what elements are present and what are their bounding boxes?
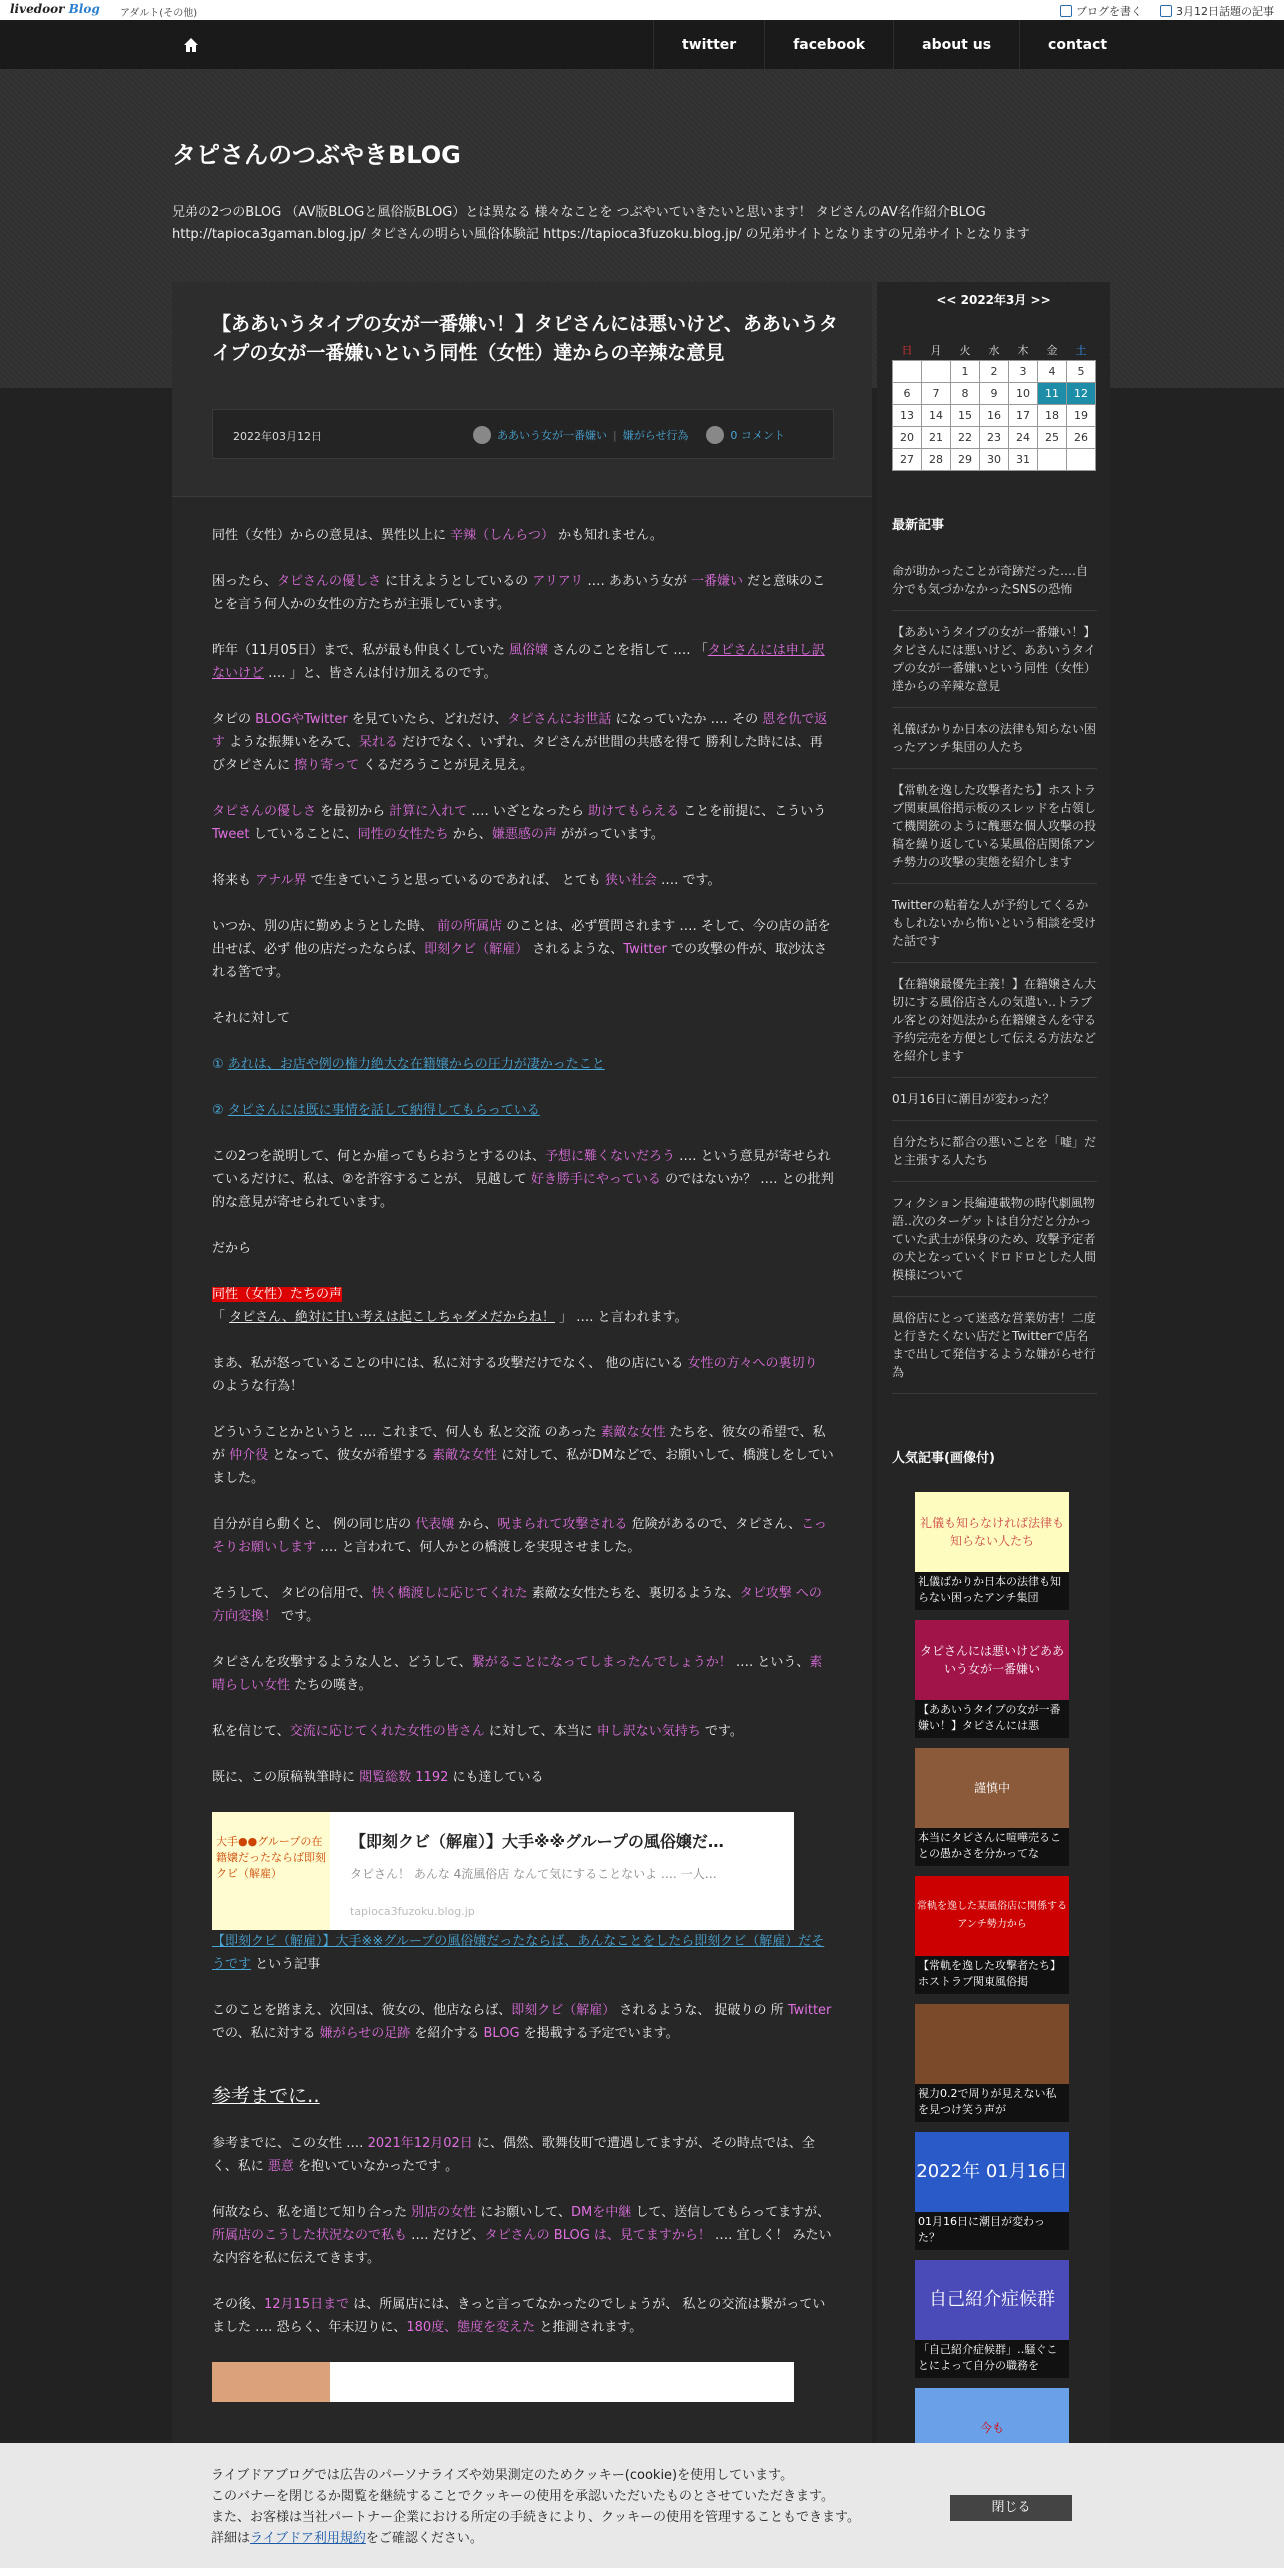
card-description: タピさん！ あんな 4流風俗店 なんて気にすることないよ ‥‥ 一人…	[350, 1867, 717, 1881]
paragraph: それに対して	[212, 1011, 291, 1026]
card-title: 【即刻クビ（解雇）】大手※※グループの風俗嬢だ…	[350, 1832, 724, 1851]
recent-post-link[interactable]: フィクション長編連載物の時代劇風物語‥次のターゲットは自分だと分かっていた武士が保身のため、攻撃予定者の犬となっていくドロドロとした人間模様について	[892, 1182, 1097, 1297]
tag-link-1[interactable]: ああいう女が一番嫌い	[497, 429, 607, 442]
paragraph: いつか、別の店に勤めようとした時、 前の所属店 のことは、必ず質問されます ‥‥ そして、今の店の話を出せば、必ず 他の店だったならば、即刻クビ（解雇） されるような、Twitter での攻撃の件が、取沙汰される筈です。	[212, 919, 831, 980]
topic-link[interactable]: 3月12日話題の記事	[1160, 3, 1274, 19]
paragraph: 参考までに、この女性 ‥‥ 2021年12月02日 に、偶然、歌舞伎町で遭遇してますが、その時点では、全く、私に 悪意 を抱いていなかったです 。	[212, 2136, 815, 2174]
paragraph: 同性（女性）たちの声 「 タピさん、絶対に甘い考えは起こしちゃダメだからね！ 」 ‥‥ と言われます。	[212, 1287, 688, 1325]
popular-post-card[interactable]: 視力0.2で周りが見えない私を見つけ笑う声が	[915, 2004, 1069, 2122]
recent-post-link[interactable]: Twitterの粘着な人が予約してくるかもしれないから怖いという相談を受けた話です	[892, 884, 1097, 963]
calendar: 日 月 火 水 木 金 土 1 2 3 4 5 6 7 8 9 10 11 12 13 14 15 16 17 18 19 20 21 22 23 24 25 26 27 28 29 30 31	[892, 340, 1096, 471]
cookie-banner	[0, 2443, 1284, 2568]
section-heading: 参考までに‥	[212, 2085, 320, 2107]
cookie-text: また、お客様は当社パートナー企業における所定の手続きにより、クッキーの使用を管理することもできます。	[211, 2510, 860, 2525]
article-meta: 2022年03月12日 ああいう女が一番嫌い | 嫌がらせ行為 0 コメント	[212, 409, 834, 459]
paragraph: そうして、 タピの信用で、快く橋渡しに応じてくれた 素敵な女性たちを、裏切るような、タピ攻撃 への方向変換！ です。	[212, 1586, 822, 1624]
link-card[interactable]	[212, 2362, 794, 2402]
recent-post-link[interactable]: 風俗店にとって迷惑な営業妨害！二度と行きたくない店だとTwitterで店名まで出して発信するような嫌がらせ行為	[892, 1297, 1097, 1394]
popular-post-card[interactable]: 常軌を逸した某風俗店に関係するアンチ勢力から 【常軌を逸した攻撃者たち】ホストラブ関東風俗掲	[915, 1876, 1069, 1994]
paragraph: 何故なら、私を通じて知り合った 別店の女性 にお願いして、DMを中継 して、送信してもらってますが、所属店のこうした状況なので私も ‥‥ だけど、タピさんの BLOG は、見てますから！ ‥‥ 宜しく！ みたいな内容を私に伝えてきます。	[212, 2205, 832, 2266]
link-card[interactable]	[212, 1812, 794, 1930]
home-icon[interactable]	[182, 36, 200, 54]
recent-posts-list	[892, 550, 1097, 1394]
cookie-text: ライブドアブログでは広告のパーソナライズや効果測定のためクッキー(cookie)を使用しています。	[211, 2468, 794, 2483]
calendar-icon	[1160, 5, 1172, 17]
recent-post-link[interactable]: 命が助かったことが奇跡だった‥‥自分でも気づかなかったSNSの恐怖	[892, 550, 1097, 611]
popular-posts-title: 人気記事(画像付)	[892, 1451, 995, 1466]
article-title[interactable]: 【ああいうタイプの女が一番嫌い！】タピさんには悪いけど、ああいうタイプの女が一番嫌いという同性（女性）達からの辛辣な意見	[212, 313, 839, 364]
popular-post-card[interactable]: 今も	[915, 2388, 1069, 2506]
comment-icon	[706, 426, 724, 444]
popular-post-card[interactable]: 2022年 01月16日 01月16日に潮目が変わった？	[915, 2132, 1069, 2250]
popular-post-card[interactable]: 礼儀も知らなければ法律も知らない人たち 礼儀ばかりか日本の法律も知らない困ったアンチ集団	[915, 1492, 1069, 1610]
site-title[interactable]: タピさんのつぶやきBLOG	[172, 141, 461, 169]
paragraph: 昨年（11月05日）まで、私が最も仲良くしていた 風俗嬢 さんのことを指して ‥‥ 「タピさんには申し訳ないけど ‥‥ 」と、皆さんは付け加えるのです。	[212, 643, 825, 681]
paragraph: 将来も アナル界 で生きていこうと思っているのであれば、 とても 狭い社会 ‥‥ です。	[212, 873, 721, 888]
calendar-title[interactable]: << 2022年3月 >>	[936, 293, 1051, 307]
cookie-text: このバナーを閉じるか閲覧を継続することでクッキーの使用を承認いただいたものとさせていただきます。	[211, 2489, 834, 2504]
card-thumbnail	[212, 2362, 330, 2402]
list-item: ② タピさんには既に事情を話して納得してもらっている	[212, 1103, 540, 1118]
nav-facebook[interactable]: facebook	[764, 20, 893, 70]
paragraph: どういうことかというと ‥‥ これまで、何人も 私と交流 のあった 素敵な女性 たちを、彼女の希望で、私が 仲介役 となって、彼女が希望する 素敵な女性 に対して、私がDMなどで、お願いして、橋渡しをしていました。	[212, 1425, 834, 1486]
paragraph: この2つを説明して、何とか雇ってもらおうとするのは、予想に難くないだろう ‥‥ という意見が寄せられているだけに、私は、②を許容することが、 見越して 好き勝手にやっている のではないか？ ‥‥ との批判的な意見が寄せられています。	[212, 1149, 834, 1210]
paragraph: このことを踏まえ、次回は、彼女の、他店ならば、即刻クビ（解雇） されるような、 捉破りの 所 Twitter での、私に対する 嫌がらせの足跡 を紹介する BLOG を掲載する予定でいます。	[212, 2003, 832, 2041]
terms-link[interactable]: ライブドア利用規約	[250, 2531, 366, 2546]
paragraph: だから	[212, 1241, 252, 1256]
sidebar	[877, 282, 1110, 2568]
nav-contact[interactable]: contact	[1019, 20, 1135, 70]
paragraph: 自分が自ら動くと、 例の同じ店の 代表嬢 から、呪まられて攻撃される 危険があるので、タピさん、こっそりお願いします ‥‥ と言われて、何人かとの橋渡しを実現させました。	[212, 1517, 827, 1555]
recent-post-link[interactable]: 【常軌を逸した攻撃者たち】ホストラブ関東風俗掲示板のスレッドを占領して機関銃のように醜悪な個人攻撃の投稿を繰り返している某風俗店関係アンチ勢力の攻撃の実態を紹介します	[892, 769, 1097, 884]
paragraph: タピさんを攻撃するような人と、どうして、繋がることになってしまったんでしょうか！ ‥‥ という、素晴らしい女性 たちの嘆き。	[212, 1655, 823, 1693]
article-header	[172, 282, 872, 497]
list-item: ① あれは、お店や例の権力絶大な在籍嬢からの圧力が凄かったこと	[212, 1057, 605, 1072]
recent-post-link[interactable]: 【ああいうタイプの女が一番嫌い！】タピさんには悪いけど、ああいうタイプの女が一番嫌いという同性（女性）達からの辛辣な意見	[892, 611, 1097, 708]
category-link[interactable]: アダルト(その他)	[120, 8, 198, 19]
article-link[interactable]: 【即刻クビ（解雇）】大手※※グループの風俗嬢だったならば、あんなことをしたら即刻クビ（解雇）だそうです	[212, 1934, 825, 1972]
cookie-text: 詳細はライブドア利用規約をご確認ください。	[211, 2531, 483, 2546]
article	[172, 282, 872, 2568]
pencil-icon	[1060, 5, 1072, 17]
comment-count-link[interactable]: 0 コメント	[730, 429, 785, 442]
site-description: 兄弟の2つのBLOG （AV版BLOGと風俗版BLOG）とは異なる 様々なことを つぶやいていきたいと思います！ タピさんのAV名作紹介BLOG http://tapioca3gaman.blog.jp/ タピさんの明らい風俗体験記 https://tapioca3fuzoku.blog.jp/ の兄弟サイトとなりますの兄弟サイトとなります	[172, 205, 1030, 242]
write-blog-link[interactable]: ブログを書く	[1060, 3, 1142, 19]
popular-post-card[interactable]: タピさんには悪いけどああいう女が一番嫌い 【ああいうタイプの女が一番嫌い！】タピさんには悪	[915, 1620, 1069, 1738]
card-thumbnail: 大手●●グループの在籍嬢だったならば即刻クビ（解雇）	[212, 1812, 330, 1930]
popular-post-card[interactable]: 謹慎中 本当にタピさんに喧嘩売ることの愚かさを分かってな	[915, 1748, 1069, 1866]
article-body	[212, 524, 834, 2402]
item-link[interactable]: あれは、お店や例の権力絶大な在籍嬢からの圧力が凄かったこと	[227, 1057, 605, 1072]
paragraph: 【即刻クビ（解雇）】大手※※グループの風俗嬢だったならば、あんなことをしたら即刻クビ（解雇）だそうです という記事	[212, 1934, 825, 1972]
item-link[interactable]: タピさんには既に事情を話して納得してもらっている	[227, 1103, 540, 1118]
calendar-day-link[interactable]: 12	[1067, 382, 1096, 404]
livedoor-blog-logo[interactable]: livedoor Blog	[10, 2, 100, 16]
recent-post-link[interactable]: 自分たちに都合の悪いことを「嘘」だと主張する人たち	[892, 1121, 1097, 1182]
cookie-close-button[interactable]: 閉じる	[950, 2495, 1072, 2521]
popular-post-card[interactable]: 自己紹介症候群 「自己紹介症候群」‥騒ぐことによって自分の職務を	[915, 2260, 1069, 2378]
recent-post-link[interactable]: 01月16日に潮目が変わった？	[892, 1078, 1097, 1121]
card-url: tapioca3fuzoku.blog.jp	[350, 1905, 475, 1918]
article-date: 2022年03月12日	[233, 430, 322, 443]
tag-link-2[interactable]: 嫌がらせ行為	[622, 429, 689, 442]
main-nav	[0, 20, 1284, 70]
paragraph: タピさんの優しさ を最初から 計算に入れて ‥‥ いざとなったら 助けてもらえる ことを前提に、こういう Tweet していることに、同性の女性たち から、嫌悪感の声 ががっています。	[212, 804, 827, 842]
paragraph: タピの BLOGやTwitter を見ていたら、どれだけ、タピさんにお世話 になっていたか ‥‥ その 恩を仇で返す ような振舞いをみて、呆れる だけでなく、いずれ、タピさんが世間の共感を得て 勝利した時には、再びタピさんに 擦り寄って くるだろうことが見え見え。	[212, 712, 828, 773]
paragraph: 困ったら、タピさんの優しさ に甘えようとしているの アリアリ ‥‥ ああいう女が 一番嫌い だと意味のことを言う何人かの女性の方たちが主張しています。	[212, 574, 826, 612]
paragraph: まあ、私が怒っていることの中には、私に対する攻撃だけでなく、 他の店にいる 女性の方々への裏切り のような行為！	[212, 1356, 818, 1394]
nav-twitter[interactable]: twitter	[653, 20, 764, 70]
paragraph: 既に、この原稿執筆時に 閲覧総数 1192 にも達している	[212, 1770, 544, 1785]
recent-post-link[interactable]: 【在籍嬢最優先主義！】在籍嬢さん大切にする風俗店さんの気遣い‥トラブル客との対処法から在籍嬢さんを守る予約完売を方便として伝える方法などを紹介します	[892, 963, 1097, 1078]
paragraph: その後、12月15日まで は、所属店には、きっと言ってなかったのでしょうが、 私との交流は繋がっていました ‥‥ 恐らく、年末辺りに、180度、態度を変えた と推測されます。	[212, 2297, 826, 2335]
paragraph: 私を信じて、交流に応じてくれた女性の皆さん に対して、本当に 申し訳ない気持ち です。	[212, 1724, 743, 1739]
nav-about-us[interactable]: about us	[893, 20, 1019, 70]
livedoor-topbar	[0, 0, 1284, 20]
tag-icon	[473, 426, 491, 444]
paragraph: 同性（女性）からの意見は、異性以上に 辛辣（しんらつ） かも知れません。	[212, 528, 663, 543]
recent-posts-title: 最新記事	[892, 518, 945, 533]
calendar-day-link[interactable]: 11	[1038, 382, 1067, 404]
recent-post-link[interactable]: 礼儀ばかりか日本の法律も知らない困ったアンチ集団の人たち	[892, 708, 1097, 769]
